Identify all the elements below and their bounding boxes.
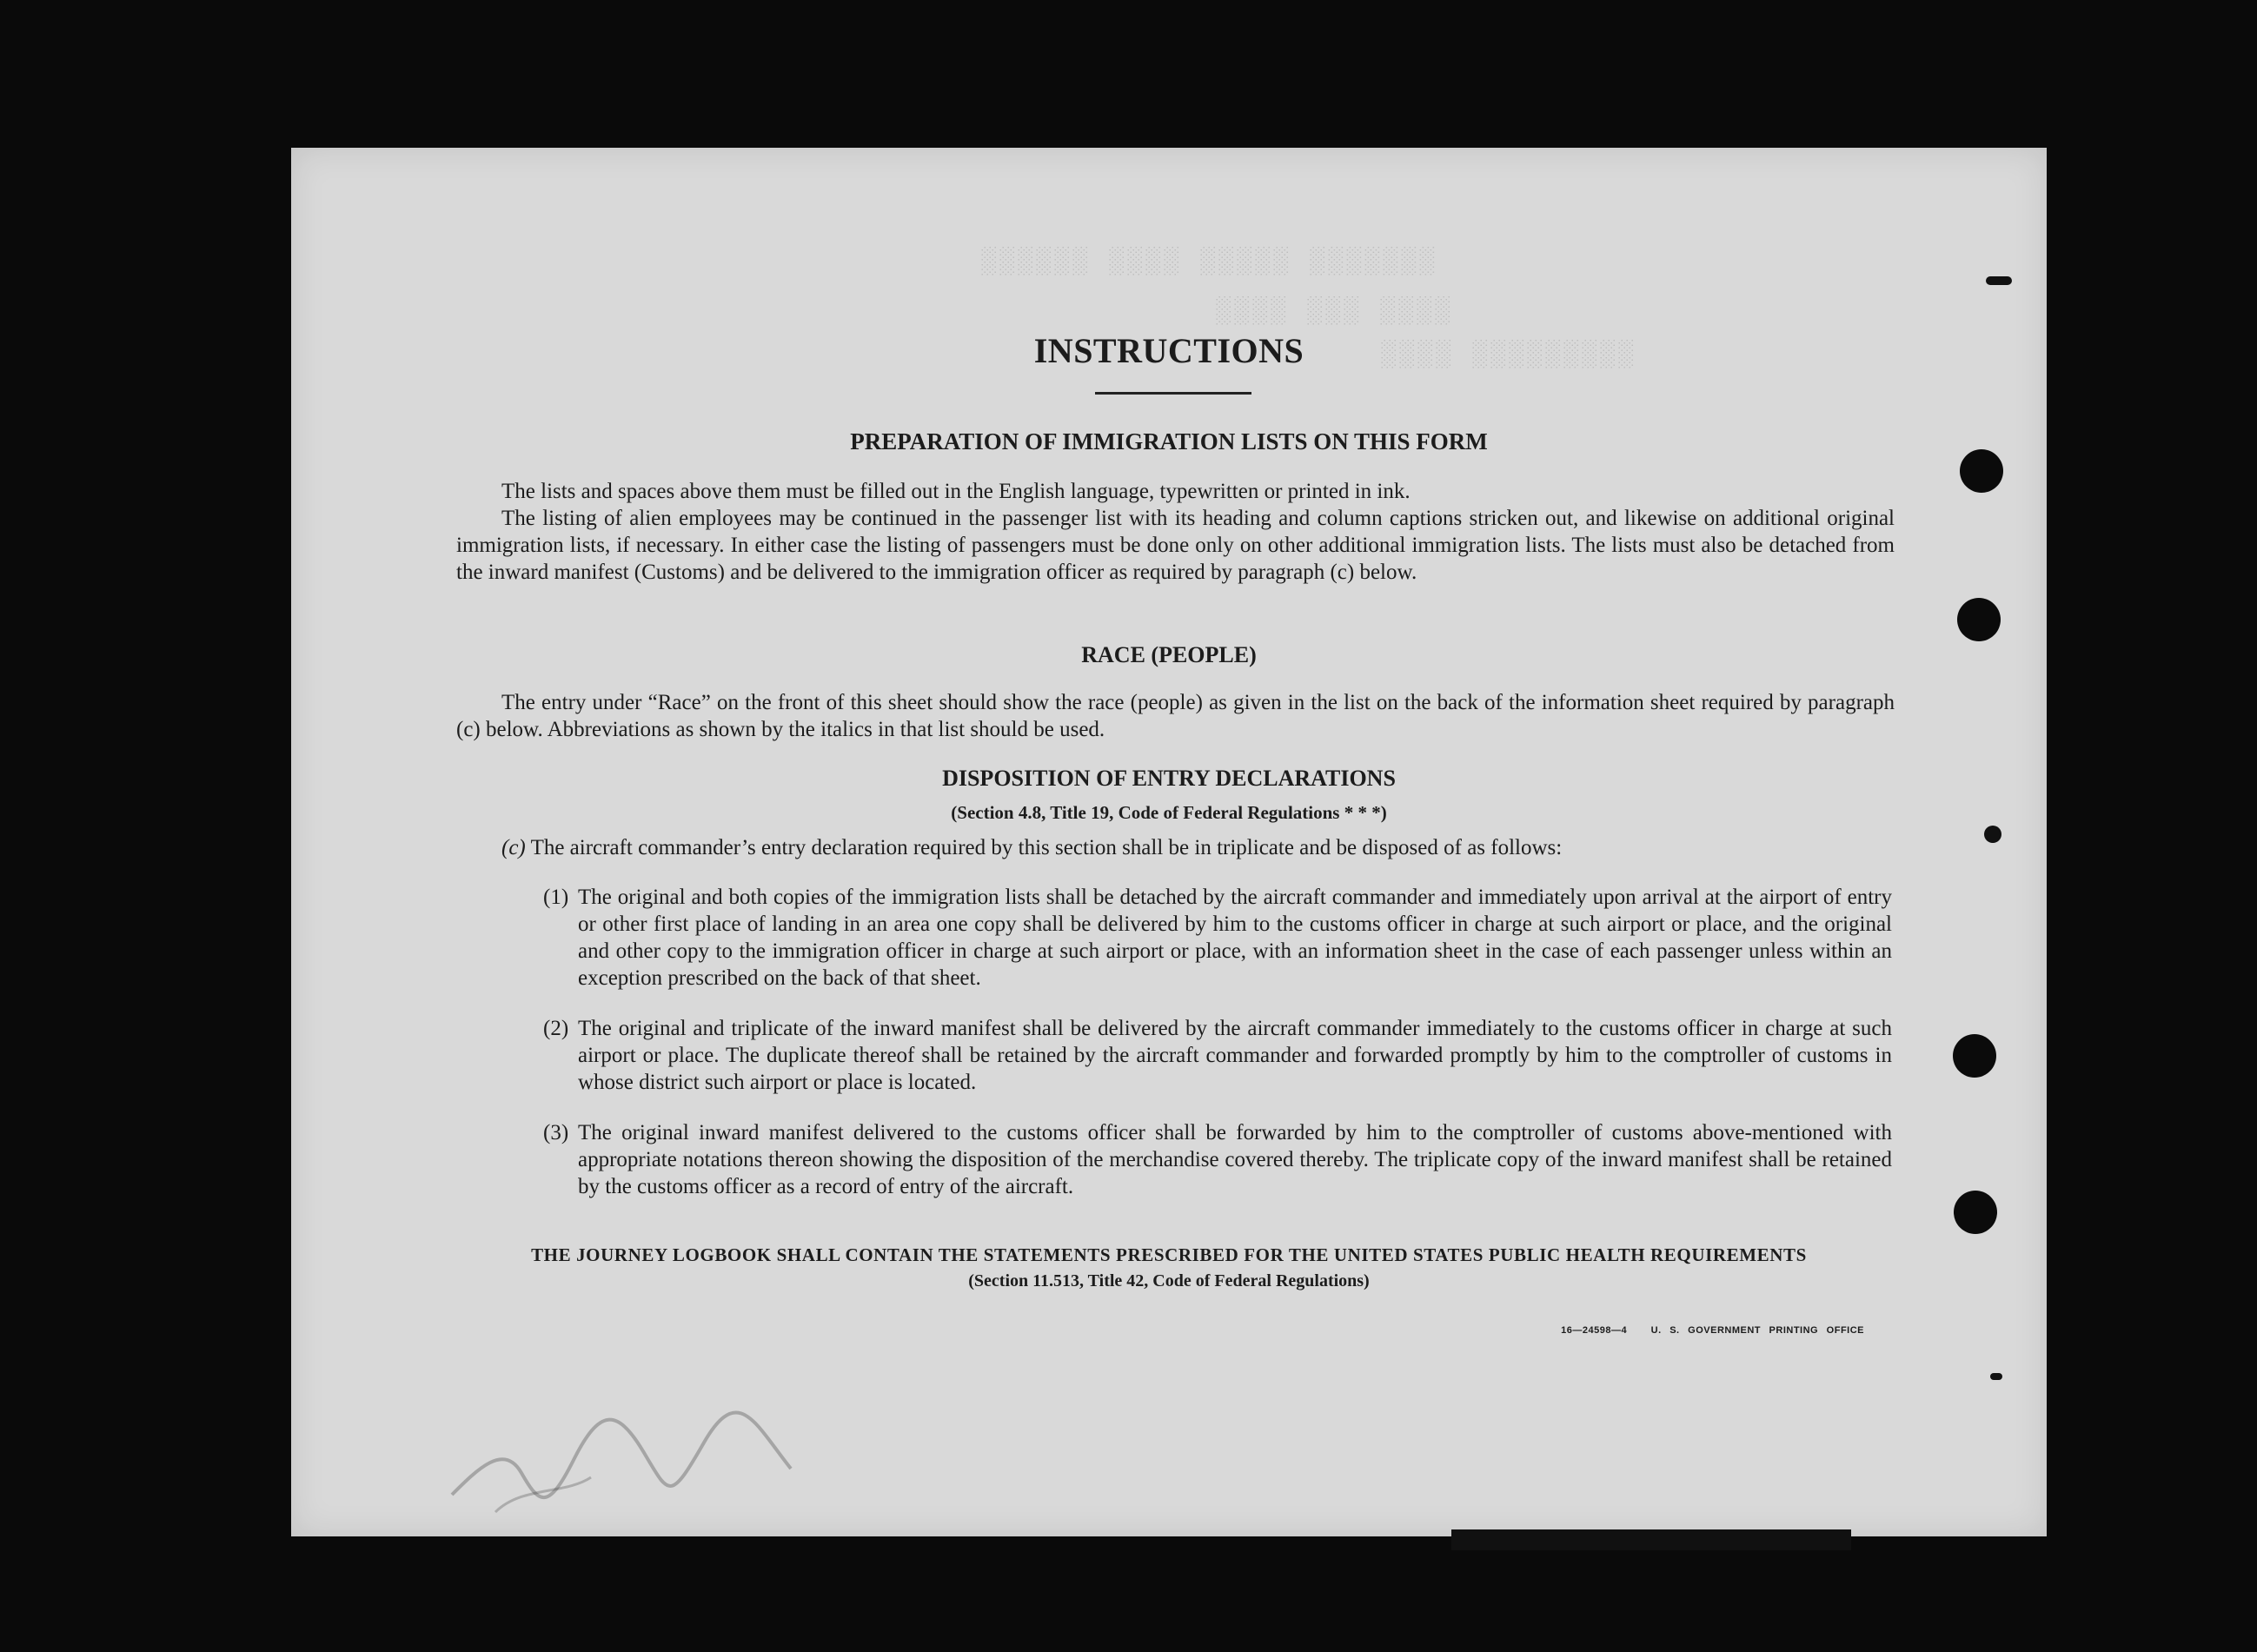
item-number: (2) [543, 1017, 569, 1040]
public-health-citation: (Section 11.513, Title 42, Code of Federal Regulations) [968, 1271, 1370, 1290]
paragraph [456, 478, 1895, 505]
page-title: INSTRUCTIONS [1033, 331, 1304, 370]
punch-hole [1954, 1191, 1997, 1234]
punch-hole [1957, 598, 2001, 641]
list-item [543, 1015, 1892, 1096]
section-heading-race: RACE (PEOPLE) [1081, 642, 1257, 667]
punch-hole [1953, 1034, 1996, 1078]
paragraph-text: The listing of alien employees may be continued in the passenger list with its heading and column captions stricken out, and likewise on additional original immigration lists, if necessary. In either case the listing of passengers must be done only on other additional immigration lists. The lists must also be detached from the inward manifest (Customs) and be delivered to the immigration officer as required by paragraph (c) below. [456, 507, 1895, 584]
form-number: 16—24598—4 [1561, 1325, 1628, 1336]
public-health-statement: THE JOURNEY LOGBOOK SHALL CONTAIN THE STATEMENTS PRESCRIBED FOR THE UNITED STATES PUBLIC HEALTH REQUIREMENTS [531, 1244, 1807, 1265]
paragraph-c [501, 834, 1895, 861]
torn-edge [1451, 1529, 1851, 1550]
paragraph [456, 689, 1895, 743]
bleed-through-text: ░░░░ ░░░ ░░░░ [1212, 297, 1450, 327]
item-text: The original and both copies of the immigration lists shall be detached by the aircraft commander and immediately upon arrival at the airport of entry or other first place of landing in an area one copy shall be delivered by him to the customs officer in charge at such airport or place, and the original and other copy to the immigration officer in charge at such airport or place, with an information sheet in the case of each passenger unless within an exception prescribed on the back of that sheet. [578, 886, 1892, 990]
paragraph [456, 505, 1895, 586]
item-text: The original inward manifest delivered to the customs officer shall be forwarded by him to the comptroller of customs above-mentioned with appropriate notations thereon showing the disposition of the merchandise covered thereby. The triplicate copy of the inward manifest shall be retained by the customs officer as a record of entry of the aircraft. [578, 1121, 1892, 1198]
paragraph-text: The lists and spaces above them must be filled out in the English language, typewritten or printed in ink. [501, 480, 1411, 503]
section-citation: (Section 4.8, Title 19, Code of Federal Regulations * * *) [951, 802, 1387, 823]
list-item [543, 1119, 1892, 1200]
title-underline [1095, 392, 1251, 395]
list-item [543, 884, 1892, 992]
bleed-through-text: ░░░░░░░░░ ░░░░ [1377, 341, 1634, 370]
printing-office: U. S. GOVERNMENT PRINTING OFFICE [1650, 1325, 1864, 1336]
punch-hole [1960, 449, 2003, 493]
paragraph-text: The entry under “Race” on the front of this sheet should show the race (people) as given in the list on the back of the information sheet required by paragraph (c) below. Abbreviations as shown by the italics in that list should be used. [456, 691, 1895, 741]
section-heading-disposition: DISPOSITION OF ENTRY DECLARATIONS [942, 766, 1396, 791]
paragraph-text: The aircraft commander’s entry declaration required by this section shall be in triplicate and be disposed of as follows: [530, 836, 1563, 859]
printer-imprint [1561, 1325, 1864, 1336]
bleed-through-text: ░░░░░░░ ░░░░░ ░░░░ ░░░░░░ [978, 248, 1435, 277]
speck [1984, 826, 2001, 843]
speck [1990, 1373, 2002, 1380]
item-number: (1) [543, 886, 569, 909]
item-number: (3) [543, 1121, 569, 1144]
document-sheet [291, 148, 2047, 1536]
paragraph-label: (c) [501, 836, 526, 859]
section-heading-preparation: PREPARATION OF IMMIGRATION LISTS ON THIS FORM [850, 428, 1488, 454]
speck [1986, 276, 2012, 285]
item-text: The original and triplicate of the inward manifest shall be delivered by the aircraft commander immediately to the customs officer in charge at such airport or place. The duplicate thereof shall be retained by the aircraft commander and forwarded promptly by him to the comptroller of customs in whose district such airport or place is located. [578, 1017, 1892, 1094]
